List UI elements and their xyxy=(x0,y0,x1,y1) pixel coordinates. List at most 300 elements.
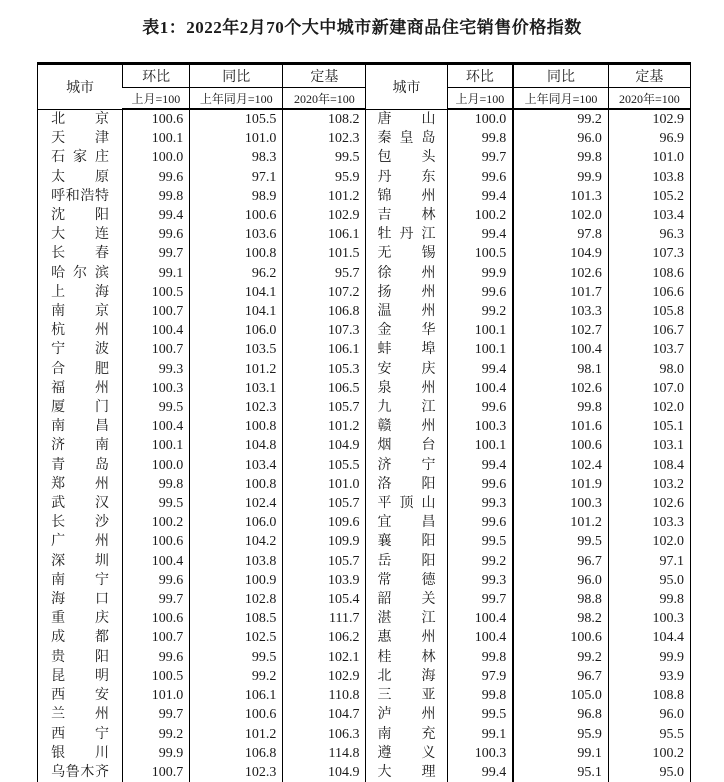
col-header-fixed-right: 定基 xyxy=(608,64,690,88)
fixed-value-cell-right: 99.9 xyxy=(608,648,690,667)
mom-value-cell-right: 99.4 xyxy=(447,360,513,379)
city-name: 遵义 xyxy=(377,745,436,761)
yoy-value-cell-left: 102.4 xyxy=(190,494,283,513)
fixed-value-cell-right: 100.2 xyxy=(608,744,690,763)
yoy-value-cell-right: 99.1 xyxy=(513,744,608,763)
fixed-value-cell-left: 101.0 xyxy=(283,475,366,494)
mom-value-cell-right: 99.3 xyxy=(447,571,513,590)
header-row-base xyxy=(38,88,691,110)
city-name: 郑州 xyxy=(51,476,110,492)
col-header-fixed-left: 定基 xyxy=(283,64,366,88)
city-name: 扬州 xyxy=(377,284,436,300)
mom-value-cell-right: 99.4 xyxy=(447,456,513,475)
city-name: 长春 xyxy=(51,246,110,262)
city-cell-left xyxy=(38,705,123,724)
col-header-yoy-left: 同比 xyxy=(190,64,283,88)
city-cell-left xyxy=(38,667,123,686)
city-cell-left xyxy=(38,763,123,782)
mom-value-cell-right: 100.5 xyxy=(447,244,513,263)
table-row xyxy=(38,398,691,417)
yoy-value-cell-left: 108.5 xyxy=(190,609,283,628)
city-cell-right xyxy=(366,725,447,744)
col-header-mom-left: 环比 xyxy=(123,64,190,88)
yoy-value-cell-right: 99.2 xyxy=(513,109,608,129)
city-cell-right xyxy=(366,225,447,244)
fixed-value-cell-left: 105.4 xyxy=(283,590,366,609)
mom-value-cell-right: 100.4 xyxy=(447,628,513,647)
yoy-value-cell-left: 100.6 xyxy=(190,206,283,225)
yoy-value-cell-left: 100.9 xyxy=(190,571,283,590)
city-cell-right xyxy=(366,283,447,302)
mom-value-cell-right: 99.6 xyxy=(447,283,513,302)
mom-value-cell-right: 100.3 xyxy=(447,744,513,763)
yoy-value-cell-right: 104.9 xyxy=(513,244,608,263)
table-row xyxy=(38,532,691,551)
table-row xyxy=(38,436,691,455)
city-cell-left xyxy=(38,686,123,705)
table-row xyxy=(38,206,691,225)
table-row xyxy=(38,129,691,148)
fixed-value-cell-left: 110.8 xyxy=(283,686,366,705)
fixed-value-cell-right: 98.0 xyxy=(608,360,690,379)
city-cell-left xyxy=(38,340,123,359)
yoy-value-cell-right: 96.7 xyxy=(513,552,608,571)
yoy-value-cell-right: 102.6 xyxy=(513,379,608,398)
city-cell-right xyxy=(366,340,447,359)
price-index-table xyxy=(37,62,691,782)
mom-value-cell-left: 100.6 xyxy=(123,109,190,129)
yoy-value-cell-right: 99.5 xyxy=(513,532,608,551)
city-name: 南昌 xyxy=(51,419,110,435)
fixed-value-cell-left: 102.1 xyxy=(283,648,366,667)
table-row xyxy=(38,360,691,379)
city-cell-right xyxy=(366,763,447,782)
yoy-value-cell-left: 103.6 xyxy=(190,225,283,244)
table-row xyxy=(38,763,691,782)
yoy-value-cell-right: 100.6 xyxy=(513,628,608,647)
fixed-value-cell-right: 93.9 xyxy=(608,667,690,686)
fixed-value-cell-right: 103.7 xyxy=(608,340,690,359)
city-cell-left xyxy=(38,628,123,647)
fixed-value-cell-left: 104.9 xyxy=(283,436,366,455)
city-cell-right xyxy=(366,475,447,494)
table-row xyxy=(38,379,691,398)
city-cell-right xyxy=(366,244,447,263)
city-cell-left xyxy=(38,456,123,475)
city-name: 唐山 xyxy=(377,111,436,127)
city-cell-left xyxy=(38,379,123,398)
city-cell-left xyxy=(38,725,123,744)
yoy-value-cell-left: 104.8 xyxy=(190,436,283,455)
mom-value-cell-right: 99.3 xyxy=(447,494,513,513)
city-name: 兰州 xyxy=(51,707,110,723)
table-row xyxy=(38,456,691,475)
mom-value-cell-right: 99.9 xyxy=(447,264,513,283)
city-name: 杭州 xyxy=(51,323,110,339)
table-row xyxy=(38,340,691,359)
mom-value-cell-left: 99.6 xyxy=(123,648,190,667)
mom-value-cell-left: 99.1 xyxy=(123,264,190,283)
yoy-value-cell-left: 101.2 xyxy=(190,725,283,744)
fixed-value-cell-right: 101.0 xyxy=(608,148,690,167)
mom-value-cell-right: 99.7 xyxy=(447,148,513,167)
city-name: 桂林 xyxy=(377,649,436,665)
fixed-value-cell-left: 106.2 xyxy=(283,628,366,647)
mom-value-cell-left: 100.6 xyxy=(123,609,190,628)
city-cell-left xyxy=(38,244,123,263)
mom-value-cell-right: 99.6 xyxy=(447,398,513,417)
city-name: 牡丹江 xyxy=(377,227,436,243)
yoy-value-cell-left: 100.8 xyxy=(190,475,283,494)
mom-value-cell-left: 99.5 xyxy=(123,494,190,513)
table-row xyxy=(38,264,691,283)
yoy-value-cell-right: 96.0 xyxy=(513,571,608,590)
city-name: 大理 xyxy=(377,764,436,780)
page-title: 表1：2022年2月70个大中城市新建商品住宅销售价格指数 xyxy=(142,18,582,37)
yoy-value-cell-left: 98.3 xyxy=(190,148,283,167)
mom-value-cell-right: 100.2 xyxy=(447,206,513,225)
yoy-value-cell-right: 99.9 xyxy=(513,168,608,187)
city-name: 烟台 xyxy=(377,438,436,454)
city-cell-left xyxy=(38,206,123,225)
mom-value-cell-right: 100.1 xyxy=(447,436,513,455)
yoy-value-cell-left: 104.2 xyxy=(190,532,283,551)
col-subheader-yoy-base-left: 上年同月=100 xyxy=(190,88,283,110)
city-cell-right xyxy=(366,321,447,340)
fixed-value-cell-left: 105.5 xyxy=(283,456,366,475)
table-row xyxy=(38,494,691,513)
fixed-value-cell-right: 103.1 xyxy=(608,436,690,455)
mom-value-cell-left: 101.0 xyxy=(123,686,190,705)
city-name: 北海 xyxy=(377,668,436,684)
yoy-value-cell-left: 104.1 xyxy=(190,302,283,321)
header-row-main xyxy=(38,64,691,88)
mom-value-cell-left: 99.9 xyxy=(123,744,190,763)
mom-value-cell-right: 99.8 xyxy=(447,686,513,705)
yoy-value-cell-right: 102.4 xyxy=(513,456,608,475)
city-cell-right xyxy=(366,686,447,705)
mom-value-cell-left: 100.4 xyxy=(123,321,190,340)
yoy-value-cell-right: 99.8 xyxy=(513,398,608,417)
fixed-value-cell-left: 104.7 xyxy=(283,705,366,724)
city-cell-left xyxy=(38,109,123,129)
city-cell-left xyxy=(38,744,123,763)
table-row xyxy=(38,552,691,571)
table-row xyxy=(38,571,691,590)
mom-value-cell-right: 97.9 xyxy=(447,667,513,686)
city-cell-left xyxy=(38,283,123,302)
yoy-value-cell-right: 105.0 xyxy=(513,686,608,705)
city-name: 呼和浩特 xyxy=(51,188,110,204)
city-name: 吉林 xyxy=(377,208,436,224)
city-cell-left xyxy=(38,532,123,551)
fixed-value-cell-right: 103.3 xyxy=(608,513,690,532)
yoy-value-cell-left: 103.1 xyxy=(190,379,283,398)
city-cell-left xyxy=(38,571,123,590)
fixed-value-cell-left: 102.3 xyxy=(283,129,366,148)
city-name: 南京 xyxy=(51,304,110,320)
fixed-value-cell-right: 102.6 xyxy=(608,494,690,513)
yoy-value-cell-left: 106.0 xyxy=(190,321,283,340)
yoy-value-cell-left: 105.5 xyxy=(190,109,283,129)
yoy-value-cell-left: 97.1 xyxy=(190,168,283,187)
city-cell-left xyxy=(38,225,123,244)
fixed-value-cell-right: 96.9 xyxy=(608,129,690,148)
yoy-value-cell-left: 102.3 xyxy=(190,763,283,782)
mom-value-cell-left: 99.8 xyxy=(123,475,190,494)
mom-value-cell-left: 99.6 xyxy=(123,225,190,244)
city-cell-right xyxy=(366,628,447,647)
mom-value-cell-left: 100.0 xyxy=(123,456,190,475)
city-cell-right xyxy=(366,398,447,417)
city-name: 石家庄 xyxy=(51,150,110,166)
fixed-value-cell-left: 102.9 xyxy=(283,206,366,225)
city-cell-right xyxy=(366,379,447,398)
fixed-value-cell-right: 107.3 xyxy=(608,244,690,263)
city-cell-right xyxy=(366,302,447,321)
mom-value-cell-left: 100.3 xyxy=(123,379,190,398)
city-cell-right xyxy=(366,417,447,436)
fixed-value-cell-left: 107.3 xyxy=(283,321,366,340)
city-name: 昆明 xyxy=(51,668,110,684)
col-subheader-fixed-base-right: 2020年=100 xyxy=(608,88,690,110)
col-subheader-mom-base-right: 上月=100 xyxy=(447,88,513,110)
city-cell-right xyxy=(366,494,447,513)
fixed-value-cell-left: 106.1 xyxy=(283,340,366,359)
city-name: 合肥 xyxy=(51,361,110,377)
city-name: 青岛 xyxy=(51,457,110,473)
mom-value-cell-left: 99.5 xyxy=(123,398,190,417)
fixed-value-cell-right: 95.0 xyxy=(608,763,690,782)
mom-value-cell-right: 100.3 xyxy=(447,417,513,436)
yoy-value-cell-right: 100.4 xyxy=(513,340,608,359)
yoy-value-cell-right: 99.8 xyxy=(513,148,608,167)
city-cell-left xyxy=(38,494,123,513)
city-name: 太原 xyxy=(51,169,110,185)
fixed-value-cell-right: 108.4 xyxy=(608,456,690,475)
city-name: 徐州 xyxy=(377,265,436,281)
city-cell-right xyxy=(366,206,447,225)
fixed-value-cell-right: 103.2 xyxy=(608,475,690,494)
yoy-value-cell-left: 99.2 xyxy=(190,667,283,686)
yoy-value-cell-right: 96.7 xyxy=(513,667,608,686)
yoy-value-cell-left: 102.3 xyxy=(190,398,283,417)
mom-value-cell-right: 99.4 xyxy=(447,187,513,206)
yoy-value-cell-right: 98.8 xyxy=(513,590,608,609)
yoy-value-cell-right: 101.6 xyxy=(513,417,608,436)
fixed-value-cell-left: 105.3 xyxy=(283,360,366,379)
fixed-value-cell-left: 101.2 xyxy=(283,187,366,206)
mom-value-cell-right: 100.4 xyxy=(447,609,513,628)
city-name: 深圳 xyxy=(51,553,110,569)
yoy-value-cell-right: 96.0 xyxy=(513,129,608,148)
city-cell-right xyxy=(366,148,447,167)
city-cell-right xyxy=(366,667,447,686)
table-row xyxy=(38,667,691,686)
mom-value-cell-left: 100.2 xyxy=(123,513,190,532)
city-cell-left xyxy=(38,552,123,571)
col-header-yoy-right: 同比 xyxy=(513,64,608,88)
table-row xyxy=(38,705,691,724)
city-name: 常德 xyxy=(377,572,436,588)
fixed-value-cell-right: 102.0 xyxy=(608,532,690,551)
city-name: 南宁 xyxy=(51,572,110,588)
city-name: 襄阳 xyxy=(377,534,436,550)
city-name: 银川 xyxy=(51,745,110,761)
fixed-value-cell-left: 105.7 xyxy=(283,552,366,571)
table-row xyxy=(38,283,691,302)
city-name: 韶关 xyxy=(377,592,436,608)
table-row xyxy=(38,590,691,609)
city-cell-left xyxy=(38,417,123,436)
city-cell-left xyxy=(38,129,123,148)
mom-value-cell-right: 99.4 xyxy=(447,763,513,782)
fixed-value-cell-right: 105.8 xyxy=(608,302,690,321)
city-cell-right xyxy=(366,129,447,148)
fixed-value-cell-right: 99.8 xyxy=(608,590,690,609)
yoy-value-cell-left: 101.2 xyxy=(190,360,283,379)
mom-value-cell-right: 99.8 xyxy=(447,129,513,148)
mom-value-cell-right: 99.5 xyxy=(447,705,513,724)
mom-value-cell-right: 99.2 xyxy=(447,302,513,321)
fixed-value-cell-right: 106.6 xyxy=(608,283,690,302)
mom-value-cell-left: 100.1 xyxy=(123,129,190,148)
fixed-value-cell-left: 104.9 xyxy=(283,763,366,782)
fixed-value-cell-left: 106.5 xyxy=(283,379,366,398)
table-row xyxy=(38,609,691,628)
city-name: 重庆 xyxy=(51,611,110,627)
table-row xyxy=(38,148,691,167)
mom-value-cell-left: 100.5 xyxy=(123,283,190,302)
mom-value-cell-left: 99.2 xyxy=(123,725,190,744)
table-row xyxy=(38,225,691,244)
city-cell-right xyxy=(366,552,447,571)
mom-value-cell-left: 100.7 xyxy=(123,628,190,647)
fixed-value-cell-right: 95.5 xyxy=(608,725,690,744)
yoy-value-cell-left: 106.0 xyxy=(190,513,283,532)
yoy-value-cell-right: 95.9 xyxy=(513,725,608,744)
city-name: 惠州 xyxy=(377,630,436,646)
city-cell-left xyxy=(38,264,123,283)
fixed-value-cell-right: 108.6 xyxy=(608,264,690,283)
yoy-value-cell-left: 103.4 xyxy=(190,456,283,475)
mom-value-cell-left: 99.7 xyxy=(123,705,190,724)
fixed-value-cell-right: 96.3 xyxy=(608,225,690,244)
city-name: 赣州 xyxy=(377,419,436,435)
yoy-value-cell-left: 103.5 xyxy=(190,340,283,359)
fixed-value-cell-left: 105.7 xyxy=(283,494,366,513)
city-name: 贵阳 xyxy=(51,649,110,665)
fixed-value-cell-right: 95.0 xyxy=(608,571,690,590)
city-name: 无锡 xyxy=(377,246,436,262)
yoy-value-cell-left: 100.8 xyxy=(190,244,283,263)
fixed-value-cell-left: 106.1 xyxy=(283,225,366,244)
city-cell-left xyxy=(38,321,123,340)
fixed-value-cell-right: 97.1 xyxy=(608,552,690,571)
city-cell-left xyxy=(38,609,123,628)
mom-value-cell-left: 99.6 xyxy=(123,571,190,590)
yoy-value-cell-right: 100.3 xyxy=(513,494,608,513)
city-cell-right xyxy=(366,648,447,667)
table-row xyxy=(38,725,691,744)
fixed-value-cell-left: 103.9 xyxy=(283,571,366,590)
city-cell-right xyxy=(366,436,447,455)
yoy-value-cell-right: 99.2 xyxy=(513,648,608,667)
city-name: 西宁 xyxy=(51,726,110,742)
yoy-value-cell-right: 103.3 xyxy=(513,302,608,321)
city-cell-right xyxy=(366,360,447,379)
mom-value-cell-left: 99.7 xyxy=(123,590,190,609)
table-row xyxy=(38,417,691,436)
city-name: 洛阳 xyxy=(377,476,436,492)
fixed-value-cell-left: 101.5 xyxy=(283,244,366,263)
city-name: 厦门 xyxy=(51,400,110,416)
city-name: 大连 xyxy=(51,227,110,243)
city-name: 湛江 xyxy=(377,611,436,627)
mom-value-cell-left: 99.4 xyxy=(123,206,190,225)
mom-value-cell-left: 100.6 xyxy=(123,532,190,551)
city-cell-left xyxy=(38,398,123,417)
mom-value-cell-right: 99.6 xyxy=(447,168,513,187)
yoy-value-cell-right: 95.1 xyxy=(513,763,608,782)
city-cell-right xyxy=(366,264,447,283)
mom-value-cell-left: 100.7 xyxy=(123,763,190,782)
fixed-value-cell-right: 100.3 xyxy=(608,609,690,628)
city-name: 宁波 xyxy=(51,342,110,358)
fixed-value-cell-left: 95.7 xyxy=(283,264,366,283)
mom-value-cell-right: 99.5 xyxy=(447,532,513,551)
fixed-value-cell-right: 105.1 xyxy=(608,417,690,436)
city-name: 沈阳 xyxy=(51,208,110,224)
fixed-value-cell-left: 102.9 xyxy=(283,667,366,686)
col-subheader-yoy-base-right: 上年同月=100 xyxy=(513,88,608,110)
mom-value-cell-right: 99.4 xyxy=(447,225,513,244)
city-name: 西安 xyxy=(51,688,110,704)
mom-value-cell-right: 100.0 xyxy=(447,109,513,129)
table-row xyxy=(38,513,691,532)
table-row xyxy=(38,321,691,340)
yoy-value-cell-right: 101.9 xyxy=(513,475,608,494)
city-name: 武汉 xyxy=(51,496,110,512)
yoy-value-cell-right: 102.7 xyxy=(513,321,608,340)
city-cell-right xyxy=(366,590,447,609)
mom-value-cell-left: 99.3 xyxy=(123,360,190,379)
yoy-value-cell-right: 100.6 xyxy=(513,436,608,455)
fixed-value-cell-right: 102.0 xyxy=(608,398,690,417)
mom-value-cell-right: 99.1 xyxy=(447,725,513,744)
table-row xyxy=(38,686,691,705)
mom-value-cell-left: 99.7 xyxy=(123,244,190,263)
city-name: 九江 xyxy=(377,400,436,416)
city-cell-right xyxy=(366,187,447,206)
city-cell-left xyxy=(38,148,123,167)
table-row xyxy=(38,744,691,763)
city-name: 锦州 xyxy=(377,188,436,204)
city-name: 温州 xyxy=(377,304,436,320)
city-cell-right xyxy=(366,513,447,532)
mom-value-cell-left: 100.4 xyxy=(123,417,190,436)
mom-value-cell-right: 99.6 xyxy=(447,475,513,494)
fixed-value-cell-left: 107.2 xyxy=(283,283,366,302)
fixed-value-cell-right: 104.4 xyxy=(608,628,690,647)
fixed-value-cell-left: 99.5 xyxy=(283,148,366,167)
fixed-value-cell-left: 111.7 xyxy=(283,609,366,628)
yoy-value-cell-right: 98.1 xyxy=(513,360,608,379)
city-name: 蚌埠 xyxy=(377,342,436,358)
city-name: 福州 xyxy=(51,380,110,396)
yoy-value-cell-right: 98.2 xyxy=(513,609,608,628)
fixed-value-cell-left: 109.9 xyxy=(283,532,366,551)
